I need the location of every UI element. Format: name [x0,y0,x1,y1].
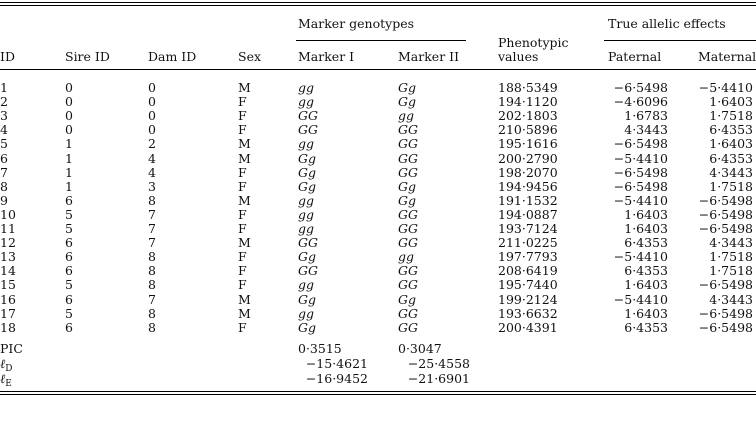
cell-maternal-effect: −6·5498 [698,192,753,208]
cell-sex: F [238,249,247,265]
cell-sire-id: 6 [65,249,73,265]
summary-pic-marker-i: 0·3515 [298,341,342,356]
summary-le-label: ℓ$_E$ [0,371,12,389]
cell-sire-id: 5 [65,277,73,293]
cell-sire-id: 6 [65,319,73,335]
cell-marker-ii: GG [398,263,418,279]
cell-sex: F [238,263,247,279]
cell-marker-i: Gg [298,249,316,265]
cell-marker-i: Gg [298,178,316,194]
cell-marker-ii: GG [398,221,418,236]
cell-marker-ii: GG [398,122,418,138]
cell-sire-id: 1 [65,150,73,166]
cell-sex: M [238,192,251,208]
cell-id: 1 [0,80,8,95]
cell-maternal-effect: −6·5498 [698,305,753,321]
cell-sire-id: 0 [65,94,73,110]
header-sire-id: Sire ID [65,49,110,64]
cell-marker-ii: Gg [398,178,416,194]
cell-id: 16 [0,291,16,307]
table-bottom-rule-inner [0,394,756,395]
cell-dam-id: 0 [148,80,156,95]
header-phenotypic-line2: values [498,49,539,64]
cell-paternal-effect: 1·6403 [624,206,668,222]
cell-dam-id: 2 [148,136,156,152]
allelic-effects-underline [604,40,756,41]
header-dam-id: Dam ID [148,49,197,64]
cell-paternal-effect: 1·6403 [624,221,668,236]
cell-dam-id: 7 [148,235,156,251]
cell-sex: F [238,164,247,180]
summary-pic-marker-ii: 0·3047 [398,341,442,356]
cell-marker-ii: GG [398,206,418,222]
cell-marker-i: gg [298,94,315,110]
table-top-rule-inner [0,5,756,6]
cell-phenotypic-value: 195·1616 [498,136,558,152]
cell-maternal-effect: 1·7518 [709,178,753,194]
cell-sire-id: 0 [65,80,73,95]
cell-paternal-effect: −6·5498 [613,164,668,180]
cell-dam-id: 8 [148,263,156,279]
cell-phenotypic-value: 194·0887 [498,206,558,222]
cell-maternal-effect: −6·5498 [698,319,753,335]
cell-dam-id: 8 [148,192,156,208]
cell-sire-id: 1 [65,164,73,180]
cell-dam-id: 8 [148,249,156,265]
cell-id: 9 [0,192,8,208]
cell-phenotypic-value: 193·6632 [498,305,558,321]
cell-paternal-effect: −5·4410 [613,291,668,307]
cell-paternal-effect: −5·4410 [613,192,668,208]
cell-marker-i: Gg [298,150,316,166]
cell-sex: F [238,178,247,194]
cell-phenotypic-value: 197·7793 [498,249,558,265]
cell-marker-ii: gg [398,108,415,124]
cell-phenotypic-value: 200·2790 [498,150,558,166]
cell-sex: F [238,277,247,293]
cell-marker-ii: GG [398,164,418,180]
cell-sex: F [238,122,247,138]
cell-paternal-effect: 4·3443 [624,122,668,138]
cell-maternal-effect: 1·6403 [709,94,753,110]
cell-id: 5 [0,136,8,152]
cell-maternal-effect: 6·4353 [709,122,753,138]
cell-maternal-effect: −6·5498 [698,277,753,293]
cell-id: 18 [0,319,16,335]
cell-marker-i: GG [298,235,318,251]
cell-id: 3 [0,108,8,124]
cell-id: 12 [0,235,16,251]
cell-marker-ii: GG [398,319,418,335]
cell-dam-id: 0 [148,108,156,124]
cell-paternal-effect: 6·4353 [624,263,668,279]
cell-dam-id: 7 [148,221,156,236]
cell-maternal-effect: 4·3443 [709,235,753,251]
table-bottom-rule-outer [0,391,756,392]
cell-paternal-effect: −6·5498 [613,80,668,95]
cell-sex: F [238,108,247,124]
cell-marker-ii: gg [398,249,415,265]
cell-sire-id: 1 [65,136,73,152]
cell-marker-ii: GG [398,277,418,293]
cell-paternal-effect: 6·4353 [624,235,668,251]
cell-sex: M [238,150,251,166]
cell-phenotypic-value: 195·7440 [498,277,558,293]
cell-maternal-effect: 6·4353 [709,150,753,166]
cell-id: 15 [0,277,16,293]
summary-pic-label: PIC [0,341,23,356]
cell-marker-ii: Gg [398,192,416,208]
cell-id: 17 [0,305,16,321]
cell-paternal-effect: −6·5498 [613,136,668,152]
cell-marker-i: gg [298,192,315,208]
cell-phenotypic-value: 193·7124 [498,221,558,236]
cell-dam-id: 4 [148,150,156,166]
header-marker-genotypes: Marker genotypes [298,16,415,31]
cell-id: 13 [0,249,16,265]
cell-sex: F [238,94,247,110]
marker-genotypes-underline [296,40,466,41]
cell-sire-id: 6 [65,235,73,251]
cell-phenotypic-value: 202·1803 [498,108,558,124]
cell-maternal-effect: 1·7518 [709,108,753,124]
cell-marker-ii: Gg [398,94,416,110]
cell-marker-i: gg [298,206,315,222]
cell-marker-i: Gg [298,164,316,180]
cell-sex: M [238,235,251,251]
cell-dam-id: 8 [148,319,156,335]
cell-phenotypic-value: 210·5896 [498,122,558,138]
summary-ld-marker-i: −15·4621 [305,356,368,371]
cell-id: 8 [0,178,8,194]
cell-marker-ii: GG [398,305,418,321]
cell-sire-id: 6 [65,291,73,307]
cell-sire-id: 5 [65,206,73,222]
cell-marker-i: gg [298,221,315,236]
cell-dam-id: 0 [148,94,156,110]
cell-dam-id: 0 [148,122,156,138]
cell-paternal-effect: −5·4410 [613,150,668,166]
header-id: ID [0,49,15,64]
cell-sex: M [238,305,251,321]
cell-maternal-effect: 1·7518 [709,249,753,265]
cell-marker-i: Gg [298,319,316,335]
cell-dam-id: 8 [148,277,156,293]
cell-phenotypic-value: 194·9456 [498,178,558,194]
cell-dam-id: 7 [148,206,156,222]
cell-sex: F [238,221,247,236]
cell-maternal-effect: 1·6403 [709,136,753,152]
header-separator-rule [0,69,756,70]
cell-marker-ii: Gg [398,291,416,307]
cell-id: 7 [0,164,8,180]
header-marker-i: Marker I [298,49,355,64]
cell-paternal-effect: −4·6096 [613,94,668,110]
cell-phenotypic-value: 211·0225 [498,235,558,251]
header-maternal: Maternal [698,49,756,64]
cell-paternal-effect: 1·6783 [624,108,668,124]
cell-phenotypic-value: 198·2070 [498,164,558,180]
summary-le-marker-ii: −21·6901 [407,371,470,386]
cell-marker-ii: GG [398,150,418,166]
summary-ld-marker-ii: −25·4558 [407,356,470,371]
cell-id: 14 [0,263,16,279]
cell-phenotypic-value: 194·1120 [498,94,558,110]
cell-id: 6 [0,150,8,166]
cell-sire-id: 5 [65,221,73,236]
cell-marker-i: Gg [298,291,316,307]
cell-marker-ii: GG [398,136,418,152]
cell-sex: M [238,80,251,95]
summary-ld-label: ℓ$_D$ [0,356,13,374]
cell-maternal-effect: −5·4410 [698,80,753,95]
cell-sire-id: 5 [65,305,73,321]
cell-phenotypic-value: 199·2124 [498,291,558,307]
cell-paternal-effect: 6·4353 [624,319,668,335]
header-paternal: Paternal [608,49,662,64]
cell-sex: F [238,206,247,222]
cell-sire-id: 0 [65,108,73,124]
cell-sire-id: 1 [65,178,73,194]
cell-sex: M [238,291,251,307]
cell-sex: F [238,319,247,335]
cell-paternal-effect: 1·6403 [624,305,668,321]
cell-phenotypic-value: 191·1532 [498,192,558,208]
cell-marker-i: gg [298,136,315,152]
cell-marker-i: gg [298,277,315,293]
cell-sire-id: 6 [65,192,73,208]
cell-dam-id: 8 [148,305,156,321]
header-marker-ii: Marker II [398,49,460,64]
cell-marker-i: GG [298,122,318,138]
cell-marker-i: GG [298,263,318,279]
cell-phenotypic-value: 188·5349 [498,80,558,95]
cell-maternal-effect: 4·3443 [709,291,753,307]
cell-maternal-effect: −6·5498 [698,206,753,222]
cell-marker-ii: GG [398,235,418,251]
cell-marker-i: gg [298,80,315,95]
cell-phenotypic-value: 200·4391 [498,319,558,335]
cell-marker-i: GG [298,108,318,124]
cell-dam-id: 4 [148,164,156,180]
cell-maternal-effect: 4·3443 [709,164,753,180]
cell-paternal-effect: −5·4410 [613,249,668,265]
cell-maternal-effect: −6·5498 [698,221,753,236]
table-top-rule-outer [0,2,756,3]
cell-marker-i: gg [298,305,315,321]
summary-le-marker-i: −16·9452 [305,371,368,386]
cell-paternal-effect: −6·5498 [613,178,668,194]
cell-id: 2 [0,94,8,110]
header-phenotypic-line1: Phenotypic [498,35,569,50]
cell-paternal-effect: 1·6403 [624,277,668,293]
header-sex: Sex [238,49,262,64]
cell-marker-ii: Gg [398,80,416,95]
cell-id: 10 [0,206,16,222]
cell-maternal-effect: 1·7518 [709,263,753,279]
cell-sire-id: 6 [65,263,73,279]
header-true-allelic-effects: True allelic effects [608,16,726,31]
cell-dam-id: 3 [148,178,156,194]
cell-phenotypic-value: 208·6419 [498,263,558,279]
cell-dam-id: 7 [148,291,156,307]
cell-id: 11 [0,221,16,236]
cell-sire-id: 0 [65,122,73,138]
cell-sex: M [238,136,251,152]
cell-id: 4 [0,122,8,138]
